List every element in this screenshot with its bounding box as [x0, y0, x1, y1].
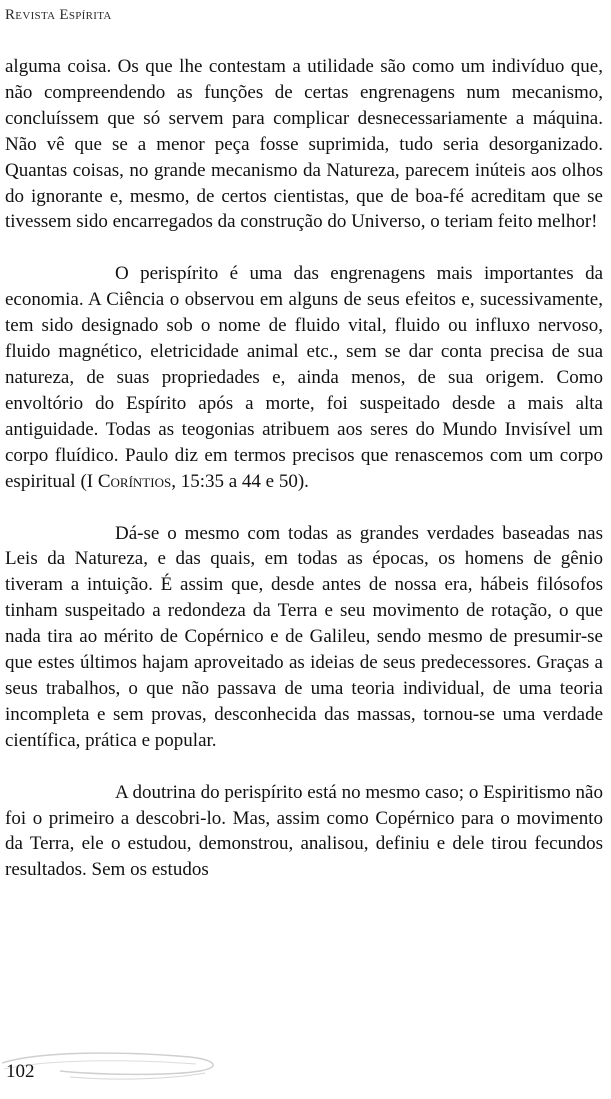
body-text: [5, 54, 603, 909]
page-number: 102: [6, 1061, 35, 1082]
paragraph-2-tail: , 15:35 a 44 e 50).: [171, 470, 309, 492]
paragraph-2: [5, 261, 603, 494]
bible-reference: Coríntios: [97, 470, 172, 492]
paragraph-4: A doutrina do perispírito está no mesmo caso; o Espiritismo não foi o primeiro a descobri-lo. Mas, assim como Copérnico para o movimento da Terra, ele o estudou, demonstrou, analisou, definiu e dele tirou fecundos resultados. Sem os estudos: [5, 781, 603, 881]
footer-swoosh-ornament: [0, 1047, 230, 1087]
paragraph-1: alguma coisa. Os que lhe contestam a utilidade são como um indivíduo que, não compreendendo as funções de certas engrenagens num mecanismo, concluíssem que só servem para complicar desnecessariamente a máquina. Não vê que se a menor peça fosse suprimida, tudo seria desorganizado. Quantas coisas, no grande mecanismo da Natureza, parecem inúteis aos olhos do ignorante e, mesmo, de certos cientistas, que de boa-fé acreditam que se tivessem sido encarregados da construção do Universo, o teriam feito melhor!: [5, 56, 603, 233]
running-head: Revista Espírita: [5, 7, 112, 23]
paragraph-2-text: O perispírito é uma das engrenagens mais importantes da economia. A Ciência o observou em alguns de seus efeitos e, sucessivamente, tem sido designado sob o nome de fluido vital, fluido ou influxo nervoso, fluido magnético, eletricidade animal etc., sem se dar conta precisa de sua natureza, de suas propriedades e, ainda menos, de sua origem. Como envoltório do Espírito após a morte, foi suspeitado desde a mais alta antiguidade. Todas as teogonias atribuem aos seres do Mundo Invisível um corpo fluídico. Paulo diz em termos precisos que renascemos com um corpo espiritual (I: [5, 263, 603, 492]
paragraph-3: Dá-se o mesmo com todas as grandes verdades baseadas nas Leis da Natureza, e das quais, em todas as épocas, os homens de gênio tiveram a intuição. É assim que, desde antes de nossa era, hábeis filósofos tinham suspeitado a redondeza da Terra e seu movimento de rotação, o que nada tira ao mérito de Copérnico e de Galileu, sendo mesmo de presumir-se que estes últimos hajam aproveitado as ideias de seus predecessores. Graças a seus trabalhos, o que não passava de uma teoria individual, de uma teoria incompleta e sem provas, desconhecida das massas, tornou-se uma verdade científica, prática e popular.: [5, 522, 603, 751]
